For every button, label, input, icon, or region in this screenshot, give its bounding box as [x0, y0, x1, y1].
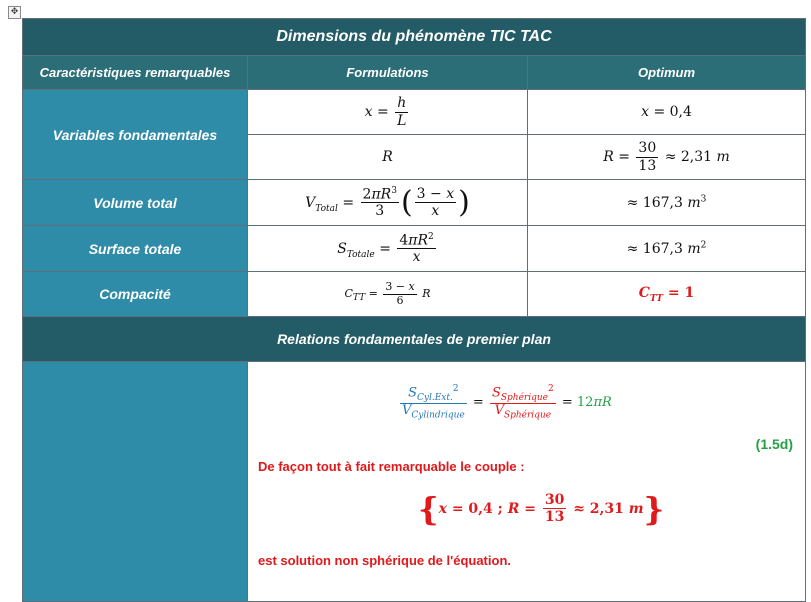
equation-reference: (1.5d) [755, 436, 793, 452]
header-optimum: Optimum [528, 56, 806, 90]
label-surface-totale: Surface totale [23, 226, 248, 272]
relation-equation: $\frac{S_{Cyl.Ext.}^2}{V_{Cylindrique}}$ = $\frac{S_{Sphérique}^2}{V_{Sphérique}}$ = 12πR [402, 384, 612, 421]
optimum-x: x = 0,4 [528, 90, 806, 135]
conclusion-text: est solution non sphérique de l'équation. [258, 553, 511, 568]
optimum-volume: ≈ 167,3 $m^3$ [528, 180, 806, 226]
header-caracteristiques: Caractéristiques remarquables [23, 56, 248, 90]
optimum-compacite: $C_{TT} = 1$ [528, 272, 806, 317]
remark-text: De façon tout à fait remarquable le couple : [258, 459, 525, 474]
formula-x: x = $\frac{h}{L}$ [248, 90, 528, 135]
dimensions-table [22, 18, 806, 602]
section-title: Relations fondamentales de premier plan [23, 317, 806, 362]
relation-label-cell [23, 362, 248, 602]
relation-cell [248, 362, 806, 602]
formula-surface: $S_{Totale}$ = $\frac{4\pi R^2}{x}$ [248, 226, 528, 272]
label-volume-total: Volume total [23, 180, 248, 226]
solution-couple: {x = 0,4 ; R = $\frac{30}{13}$ ≈ 2,31 m} [418, 489, 665, 528]
optimum-surface: ≈ 167,3 $m^2$ [528, 226, 806, 272]
label-variables-fondamentales: Variables fondamentales [23, 90, 248, 180]
table-move-handle-icon[interactable]: ✥ [8, 6, 21, 19]
label-compacite: Compacité [23, 272, 248, 317]
table-title: Dimensions du phénomène TIC TAC [23, 19, 806, 56]
formula-volume: $V_{Total}$ = $\frac{2\pi R^3}{3}$ ( $\frac{3 - x}{x}$ ) [248, 180, 528, 226]
optimum-r: R = $\frac{30}{13}$ ≈ 2,31 m [528, 135, 806, 180]
formula-r: R [248, 135, 528, 180]
formula-compacite: $C_{TT}$ = $\frac{3 - x}{6}$ R [248, 272, 528, 317]
header-formulations: Formulations [248, 56, 528, 90]
